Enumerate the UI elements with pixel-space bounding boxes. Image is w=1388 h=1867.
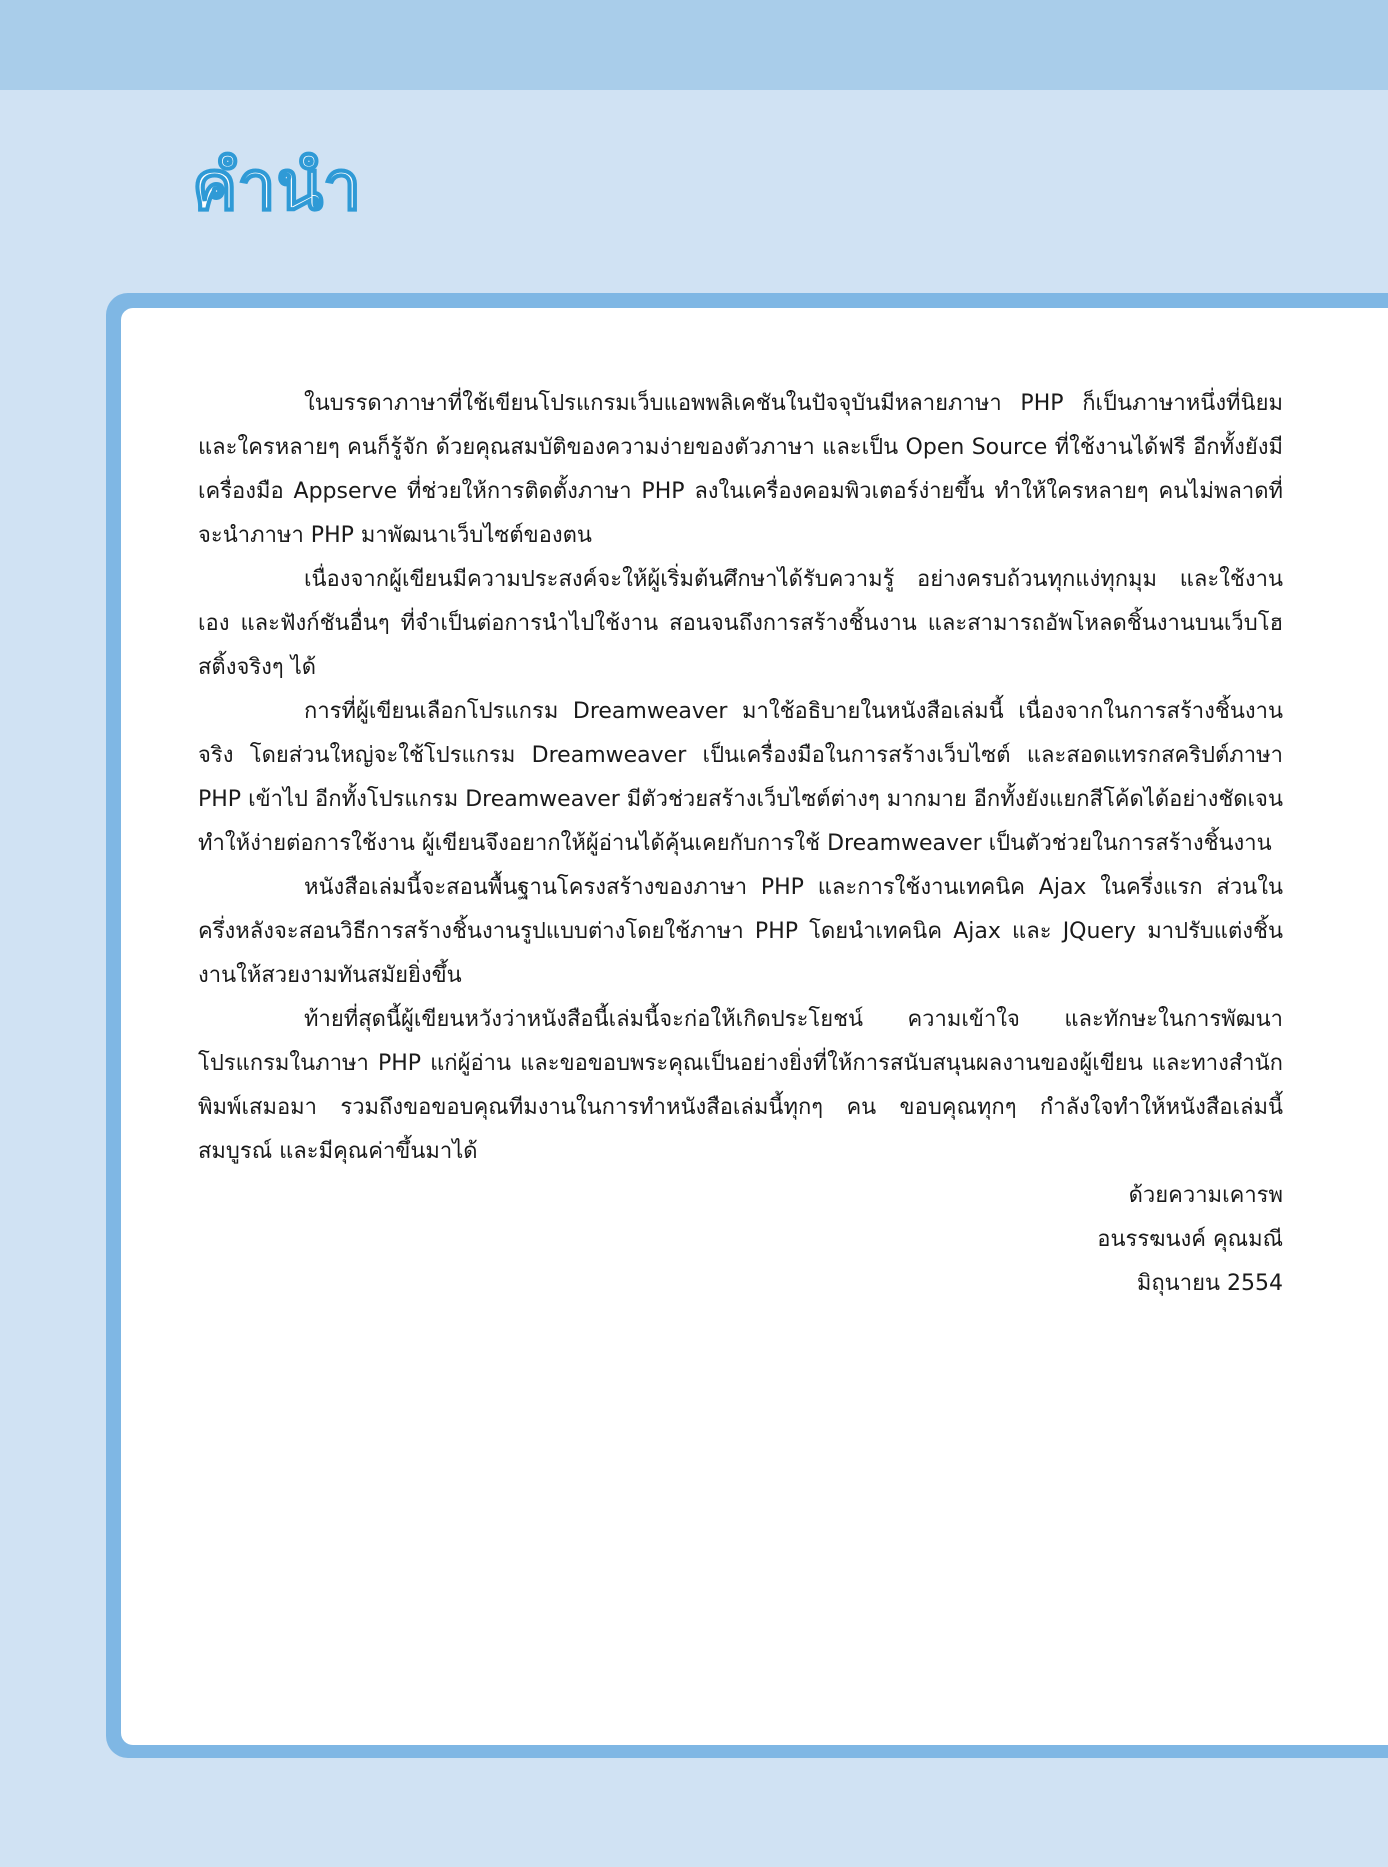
signature-closing: ด้วยความเคารพ (1128, 1183, 1283, 1208)
signature-date: มิถุนายน 2554 (1136, 1271, 1283, 1296)
paragraph-2: เนื่องจากผู้เขียนมีความประสงค์จะให้ผู้เริ่มต้นศึกษาได้รับความรู้ อย่างครบถ้วนทุกแง่ทุกมุม และใช้งานเอง และฟังก์ชันอื่นๆ ที่จำเป็นต่อการนำไปใช้งาน สอนจนถึงการสร้างชิ้นงาน และสามารถอัพโหลดชิ้นงานบนเว็บโฮสติ้งจริงๆ ได้ (198, 567, 1283, 680)
paragraph-4: หนังสือเล่มนี้จะสอนพื้นฐานโครงสร้างของภาษา PHP และการใช้งานเทคนิค Ajax ในครึ่งแรก ส่วนในครึ่งหลังจะสอนวิธีการสร้างชิ้นงานรูปแบบต่างโดยใช้ภาษา PHP โดยนำเทคนิค Ajax และ JQuery มาปรับแต่งชิ้นงานให้สวยงามทันสมัยยิ่งขึ้น (198, 875, 1283, 988)
paragraph-3: การที่ผู้เขียนเลือกโปรแกรม Dreamweaver มาใช้อธิบายในหนังสือเล่มนี้ เนื่องจากในการสร้างชิ้นงานจริง โดยส่วนใหญ่จะใช้โปรแกรม Dreamweaver เป็นเครื่องมือในการสร้างเว็บไซต์ และสอดแทรกสคริปต์ภาษา PHP เข้าไป อีกทั้งโปรแกรม Dreamweaver มีตัวช่วยสร้างเว็บไซต์ต่างๆ มากมาย อีกทั้งยังแยกสีโค้ดได้อย่างชัดเจนทำให้ง่ายต่อการใช้งาน ผู้เขียนจึงอยากให้ผู้อ่านได้คุ้นเคยกับการใช้ Dreamweaver เป็นตัวช่วยในการสร้างชิ้นงาน (198, 699, 1283, 856)
header-band (0, 0, 1388, 90)
preface-body (198, 382, 1283, 1306)
signature-author: อนรรฆนงค์ คุณมณี (1097, 1227, 1283, 1252)
paragraph-5: ท้ายที่สุดนี้ผู้เขียนหวังว่าหนังสือนี้เล่มนี้จะก่อให้เกิดประโยชน์ ความเข้าใจ และทักษะในการพัฒนาโปรแกรมในภาษา PHP แก่ผู้อ่าน และขอขอบพระคุณเป็นอย่างยิ่งที่ให้การสนับสนุนผลงานของผู้เขียน และทางสำนักพิมพ์เสมอมา รวมถึงขอขอบคุณทีมงานในการทำหนังสือเล่มนี้ทุกๆ คน ขอบคุณทุกๆ กำลังใจทำให้หนังสือเล่มนี้สมบูรณ์ และมีคุณค่าขึ้นมาได้ (198, 1007, 1283, 1164)
paragraph-1: ในบรรดาภาษาที่ใช้เขียนโปรแกรมเว็บแอพพลิเคชันในปัจจุบันมีหลายภาษา PHP ก็เป็นภาษาหนึ่งที่นิยมและใครหลายๆ คนก็รู้จัก ด้วยคุณสมบัติของความง่ายของตัวภาษา และเป็น Open Source ที่ใช้งานได้ฟรี อีกทั้งยังมีเครื่องมือ Appserve ที่ช่วยให้การติดตั้งภาษา PHP ลงในเครื่องคอมพิวเตอร์ง่ายขึ้น ทำให้ใครหลายๆ คนไม่พลาดที่จะนำภาษา PHP มาพัฒนาเว็บไซต์ของตน (198, 391, 1283, 548)
signature-block (198, 1174, 1283, 1306)
page-title: คำนำ (192, 147, 363, 226)
